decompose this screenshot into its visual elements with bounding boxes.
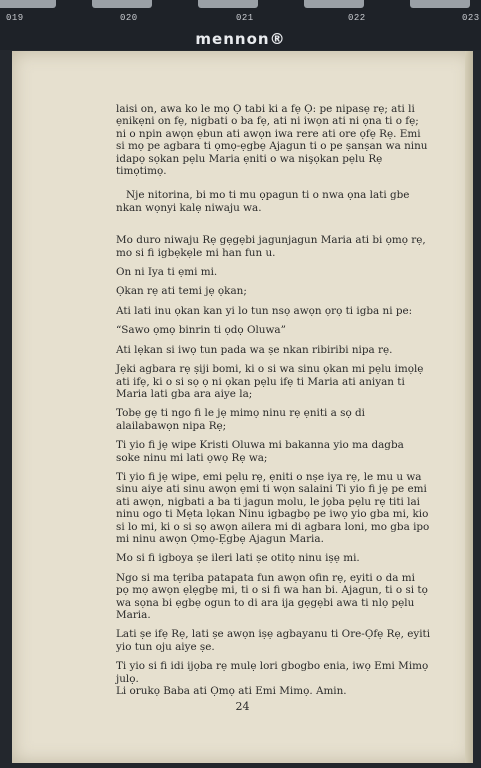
paragraph: Ọkan rẹ ati temi jẹ ọkan; (116, 285, 247, 298)
frame-marker-icon (198, 0, 258, 8)
frame-number: 020 (120, 13, 138, 23)
paragraph: Mo duro niwaju Rẹ gẹgẹbi jagunjagun Maria ati bi ọmọ rẹ, mo si fi igbẹkẹle mi han fun u. (116, 234, 426, 259)
scanner-toolbar (0, 0, 481, 50)
paragraph: Jẹki agbara rẹ ṣiji bomi, ki o si wa sinu ọkan mi pẹlu imọlẹ ati ifẹ, ki o si sọ ọ ni ọkan pẹlu ifẹ ti Maria ati aniyan ti Maria lati gba ara aiye la; (116, 363, 424, 400)
paragraph: Ngo si ma tẹriba patapata fun awọn ofin rẹ, eyiti o da mi pọ mọ awọn ẹlẹgbẹ mi, ti o si fi wa han bi. Ajagun, ti o si tọ wa sọna bi ẹgbẹ ogun to di ara ija gẹgẹbi awa ti nlọ pẹlu Maria. (116, 571, 428, 621)
paragraph: Ti yio fi jẹ wipe Kristi Oluwa mi bakanna yio ma dagba soke ninu mi lati ọwọ Rẹ wa; (116, 439, 404, 464)
paragraph: On ni Iya ti ẹmi mi. (116, 266, 218, 279)
paragraph: Mo si fi igboya ṣe ileri lati ṣe otitọ ninu iṣẹ mi. (116, 552, 360, 565)
paragraph: Ti yio fi jẹ wipe, emi pẹlu rẹ, ẹniti o nṣe iya rẹ, le mu u wa sinu aiye ati sinu awọn ẹmi ti wọn salaini Ti yio fi jẹ pe emi ati awọn, nigbati a ba ti jagun molu, le jọba pẹlu rẹ titi lai ninu ogo ti Mẹta lọkan Ninu igbagbọ pe iwọ yio gba mi, kio si lo mi, ki o si sọ awọn ailera mi di agbara loni, mo gba ipo mi ninu awọn Ọmọ-Ẹgbẹ Ajagun Maria. (116, 470, 430, 545)
paragraph: Tobẹ gẹ ti ngo fi le jẹ mimọ ninu rẹ ẹniti a sọ di alailabawọn nipa Rẹ; (116, 407, 366, 432)
book-page (12, 51, 473, 763)
paragraph: Lati ṣe ifẹ Rẹ, lati ṣe awọn iṣẹ agbayanu ti Ore-Ọfẹ Rẹ, eyiti yio tun oju aiye ṣe. (116, 628, 431, 653)
paragraph: Ti yio si fi idi ijọba rẹ mulẹ lori gbogbo enia, iwọ Emi Mimọ julọ. (116, 660, 429, 685)
paragraph: Ati lati inu ọkan kan yi lo tun nsọ awọn ọrọ ti igba ni pe: (116, 304, 413, 317)
page-edge (465, 51, 473, 763)
scanner-brand-logo: mennon® (195, 30, 286, 48)
paragraph: Ati lẹkan si iwọ tun pada wa ṣe nkan ribiribi nipa rẹ. (116, 343, 393, 356)
frame-marker-icon (410, 0, 470, 8)
frame-number: 023 (462, 13, 480, 23)
paragraph: “Sawo ọmọ binrin ti ọdọ Oluwa” (116, 324, 286, 337)
frame-number: 021 (236, 13, 254, 23)
film-frame-strip (0, 0, 481, 28)
paragraph: laisi on, awa ko le mọ Ọ tabi ki a fẹ Ọ: pe nipasẹ rẹ; ati li ẹnikẹni on fẹ, nigbati o ba fẹ, ati ni iwọn ati ni ọna ti o fẹ; ni o npin awọn ẹbun ati awọn iwa rere ati ore ọfẹ Rẹ. Emi si mọ pe agbara ti ọmọ-ẹgbẹ Ajagun ti o pe ṣanṣan wa ninu idapọ sọkan pẹlu Maria ẹniti o wa nişọkan pẹlu Rẹ timọtimọ. (116, 103, 428, 178)
frame-number: 022 (348, 13, 366, 23)
frame-marker-icon (92, 0, 152, 8)
frame-marker-icon (0, 0, 56, 8)
frame-number: 019 (6, 13, 24, 23)
page-number: 24 (235, 700, 250, 713)
frame-marker-icon (304, 0, 364, 8)
paragraph: Nje nitorina, bi mo ti mu ọpagun ti o nwa ọna lati gbe nkan wọnyi kalẹ niwaju wa. (116, 189, 410, 214)
page-text (116, 103, 431, 697)
paragraph: Li orukọ Baba ati Ọmọ ati Emi Mimọ. Amin. (116, 685, 347, 698)
